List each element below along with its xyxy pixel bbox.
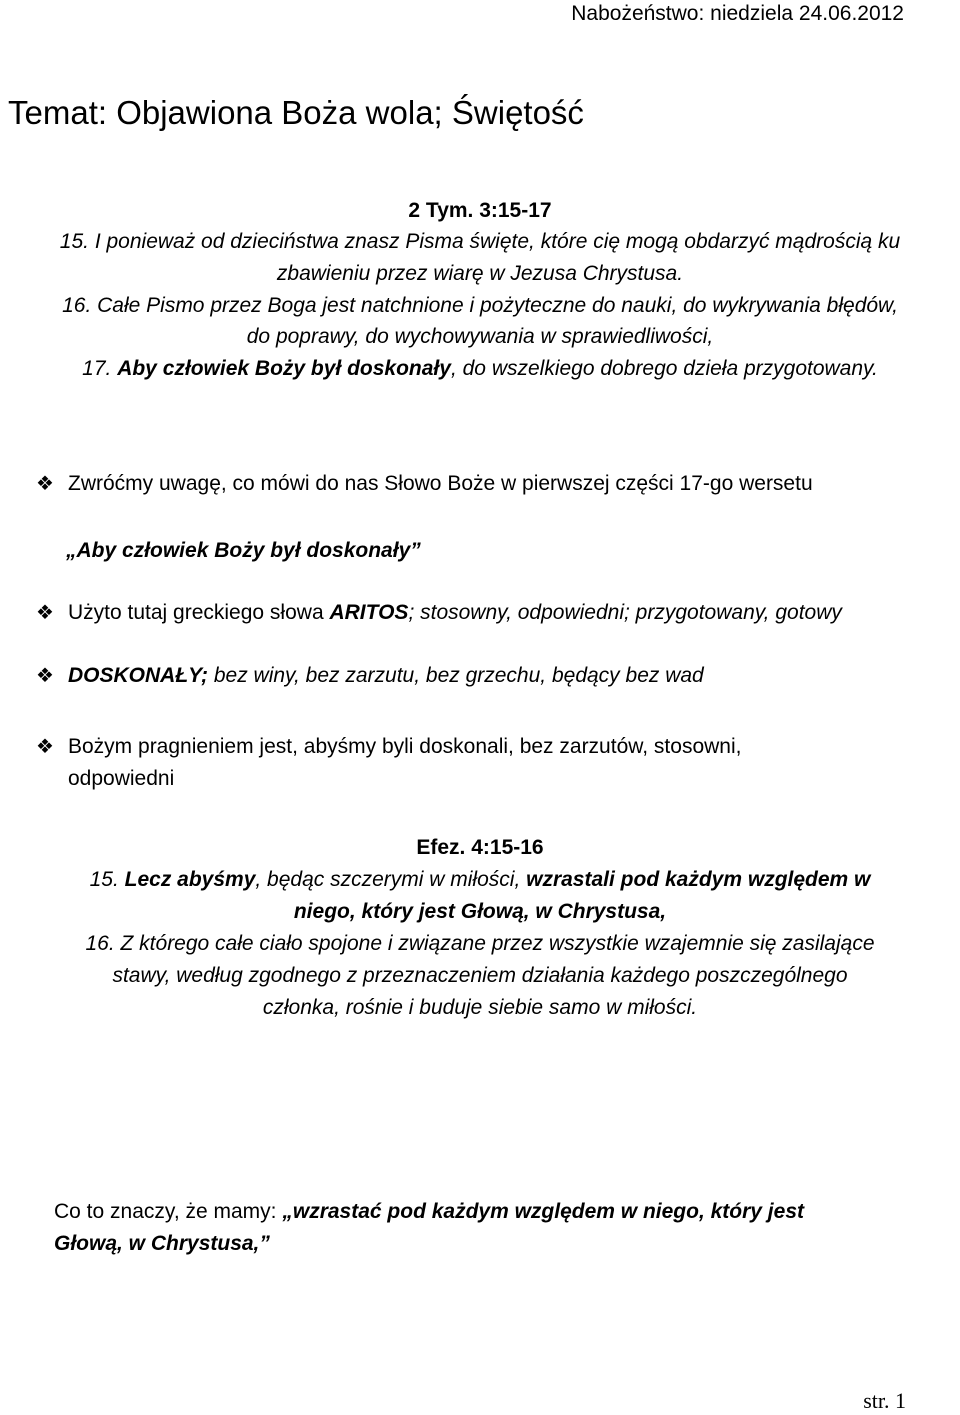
bullet-4-line1: Bożym pragnieniem jest, abyśmy byli doskonali, bez zarzutów, stosowni, xyxy=(68,735,742,758)
diamond-ornament-icon: ❖ xyxy=(36,736,54,758)
highlight-quote: „Aby człowiek Boży był doskonały” xyxy=(66,539,421,562)
passage1-reference: 2 Tym. 3:15-17 xyxy=(408,199,552,222)
service-date: Nabożeństwo: niedziela 24.06.2012 xyxy=(571,2,904,25)
verse-17-number: 17. xyxy=(82,357,118,380)
bullet-1-text: Zwróćmy uwagę, co mówi do nas Słowo Boże w pierwszej części 17-go wersetu xyxy=(68,472,813,495)
verse-15-line1: 15. I ponieważ od dzieciństwa znasz Pisma święte, które cię mogą obdarzyć mądrością ku xyxy=(59,230,901,253)
page-number: str. 1 xyxy=(863,1388,906,1413)
diamond-ornament-icon: ❖ xyxy=(36,665,54,687)
closing-question-line1 xyxy=(54,1196,804,1228)
efez-verse-16-line1: 16. Z którego całe ciało spojone i związane przez wszystkie wzajemnie się zasilające xyxy=(85,932,875,955)
verse-15-line2: zbawieniu przez wiarę w Jezusa Chrystusa. xyxy=(276,262,684,285)
bullet-2-intro: Użyto tutaj greckiego słowa xyxy=(68,601,330,624)
efez-verse-15-middle: , będąc szczerymi w miłości, xyxy=(255,868,527,891)
verse-17-emphasis: Aby człowiek Boży był doskonały xyxy=(117,357,451,380)
efez-verse-16-line3: członka, rośnie i buduje siebie samo w miłości. xyxy=(262,996,698,1019)
verse-16-line1: 16. Całe Pismo przez Boga jest natchnione i pożyteczne do nauki, do wykrywania błędów, xyxy=(62,294,898,317)
page-title: Temat: Objawiona Boża wola; Świętość xyxy=(8,94,584,131)
efez-verse-15-line1 xyxy=(0,864,960,896)
bullet-3-definition: bez winy, bez zarzutu, bez grzechu, będący bez wad xyxy=(208,664,704,687)
verse-16-line2: do poprawy, do wychowywania w sprawiedliwości, xyxy=(246,325,714,348)
bullet-2-text xyxy=(68,597,842,629)
bullet-3-text xyxy=(68,660,704,692)
efez-verse-16-line2: stawy, według zgodnego z przeznaczeniem działania każdego poszczególnego xyxy=(112,964,848,987)
efez-verse-15-number: 15. xyxy=(89,868,125,891)
closing-prefix: Co to znaczy, że mamy: xyxy=(54,1200,283,1223)
verse-17 xyxy=(0,353,960,385)
passage2-reference: Efez. 4:15-16 xyxy=(416,836,544,859)
bullet-3-term: DOSKONAŁY; xyxy=(68,664,209,687)
efez-verse-15-emphasis-b: wzrastali pod każdym względem w xyxy=(526,868,871,891)
efez-verse-15-emphasis-a: Lecz abyśmy xyxy=(124,868,256,891)
verse-17-rest: , do wszelkiego dobrego dzieła przygotowany. xyxy=(450,357,878,380)
greek-word: ARITOS xyxy=(329,601,409,624)
bullet-4-line2: odpowiedni xyxy=(68,767,175,790)
diamond-ornament-icon: ❖ xyxy=(36,473,54,495)
bullet-2-definition: ; stosowny, odpowiedni; przygotowany, gotowy xyxy=(408,601,842,624)
closing-quote-line1: „wzrastać pod każdym względem w niego, który jest xyxy=(282,1200,804,1223)
efez-verse-15-line2: niego, który jest Głową, w Chrystusa, xyxy=(293,900,667,923)
diamond-ornament-icon: ❖ xyxy=(36,602,54,624)
closing-quote-line2: Głową, w Chrystusa,” xyxy=(54,1232,270,1255)
